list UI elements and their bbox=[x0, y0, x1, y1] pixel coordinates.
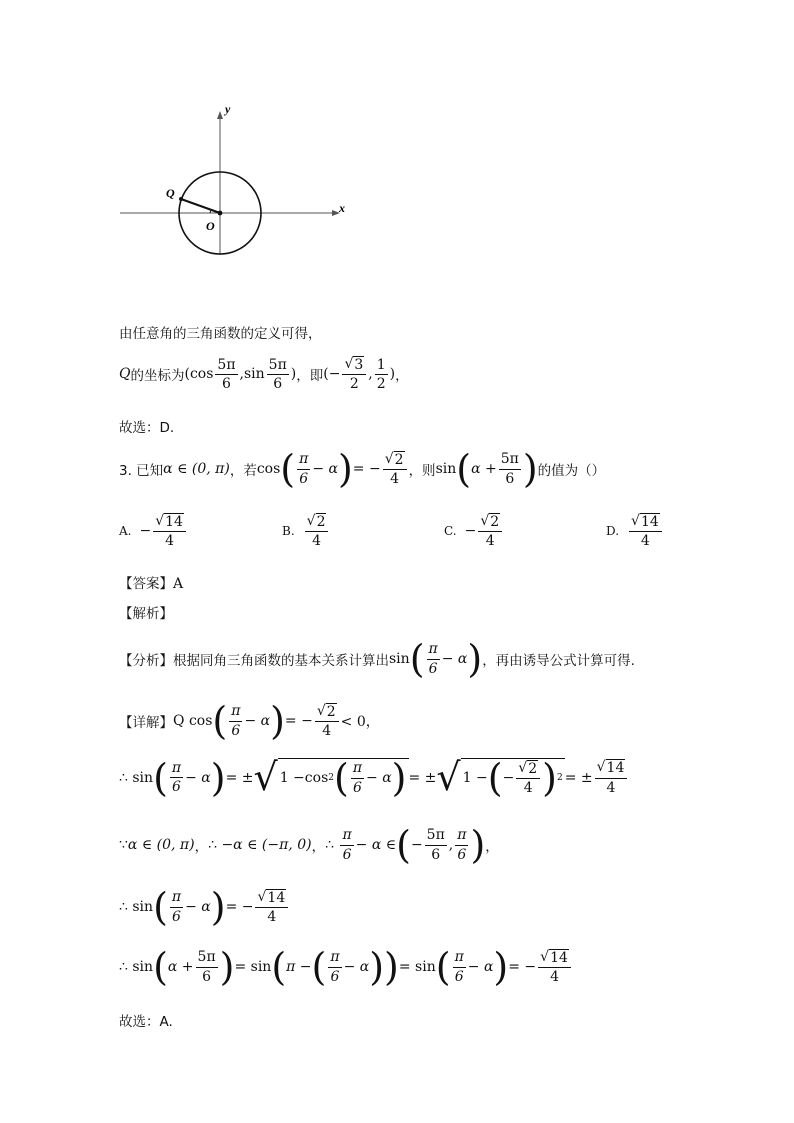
x-label: x bbox=[339, 201, 345, 215]
unit-circle-svg bbox=[110, 95, 350, 265]
sin-text: ,sin bbox=[239, 366, 265, 383]
close-paren: ) bbox=[290, 366, 297, 383]
fenxi-line: 【分析】 根据同角三角函数的基本关系计算出 sin ( $\frac{\pi}{6}$ − α ) ，再由诱导公式计算可得. bbox=[119, 637, 635, 681]
answer-value: A bbox=[173, 576, 184, 592]
answer-tag: 【答案】 bbox=[119, 576, 173, 592]
big-sqrt-1: √ 1 − cos 2 ( $\frac{\pi}{6}$ − α ) bbox=[253, 755, 407, 800]
step-4: ∴ sin ( α + $\frac{5\pi}{6}$ ) = sin ( π − ( $\frac{\pi}{6}$ − α )) = sin ( $\frac{\pi}{6}$ − α ) = − √ 14 4 bbox=[119, 948, 573, 986]
frac-den: 6 bbox=[222, 375, 231, 392]
option-c: C. − √ 2 4 bbox=[444, 513, 504, 549]
ji-text: ，即 bbox=[296, 368, 324, 385]
y-label: y bbox=[225, 102, 231, 116]
q-label: Q bbox=[166, 186, 175, 200]
big-sqrt-2: √ 1 − ( − √ 2 4 ) 2 bbox=[436, 755, 563, 800]
coordinate-line: Q 的坐标为 (cos $\frac{5\pi}{6}$ ,sin $\frac{5\pi}{6}$ ) ，即 (− √ 3 2 , $\frac{1}{2}$ ) ， bbox=[119, 356, 409, 393]
cos-open: (cos bbox=[184, 366, 214, 383]
step-1: ∴ sin ( $\frac{\pi}{6}$ − α ) = ± √ 1 − cos 2 ( $\frac{\pi}{6}$ − α ) = ± √ 1 − ( − √ 2 4 ) 2 = ± √ 14 4 bbox=[119, 758, 629, 797]
radius-oq bbox=[181, 199, 220, 213]
frac-num: 5π bbox=[215, 357, 237, 375]
y-axis-arrow bbox=[217, 111, 223, 119]
question-3: 3. 已知 α ∈ (0, π) ，若 cos ( $\frac{\pi}{6}$ − α ) = − √ 2 4 ，则 sin ( α + $\frac{5\pi}{6}$ ) 的值为（） bbox=[119, 447, 606, 491]
step-3: ∴ sin ( $\frac{\pi}{6}$ − α ) = − √ 14 4 bbox=[119, 888, 290, 926]
frac-den: 6 bbox=[273, 375, 283, 392]
origin-point bbox=[218, 211, 223, 216]
o-label: O bbox=[206, 219, 215, 233]
point-q bbox=[179, 197, 183, 201]
step-2: ∵ α ∈ (0, π) ， ∴ −α ∈ (−π, 0) ， ∴ $\frac{\pi}{6}$ − α ∈ ( − $\frac{5\pi}{6}$ , $\frac{\pi}{6}$ ) ， bbox=[119, 823, 499, 867]
sqrt: √ 3 bbox=[344, 356, 364, 373]
frac-5pi-6-b bbox=[267, 357, 289, 392]
open-neg: (− bbox=[323, 366, 341, 383]
unit-circle-figure bbox=[110, 95, 350, 265]
answer-line bbox=[119, 572, 183, 592]
option-a: A. − √ 14 4 bbox=[119, 513, 188, 549]
xiangjie-line: 【详解】 Q cos ( $\frac{\pi}{6}$ − α ) = − √ 2 4 < 0， bbox=[119, 699, 380, 743]
frac-sqrt3-2: √ 3 2 bbox=[342, 356, 366, 392]
choice-d-line: 故选：D. bbox=[119, 420, 175, 436]
option-b: B. √ 2 4 bbox=[282, 513, 330, 549]
final-choice-line: 故选：A. bbox=[119, 1014, 173, 1030]
frac-1-2: $\frac{1}{2}$ bbox=[376, 356, 386, 392]
jiexi-tag: 【解析】 bbox=[119, 606, 173, 622]
q-var: Q bbox=[119, 366, 131, 383]
frac-num: 5π bbox=[267, 357, 289, 375]
coord-text: 的坐标为 bbox=[130, 368, 185, 385]
option-d: D. √ 14 4 bbox=[606, 513, 664, 549]
frac-5pi-6-a bbox=[215, 357, 237, 392]
definition-line: 由任意角的三角函数的定义可得， bbox=[119, 326, 322, 342]
